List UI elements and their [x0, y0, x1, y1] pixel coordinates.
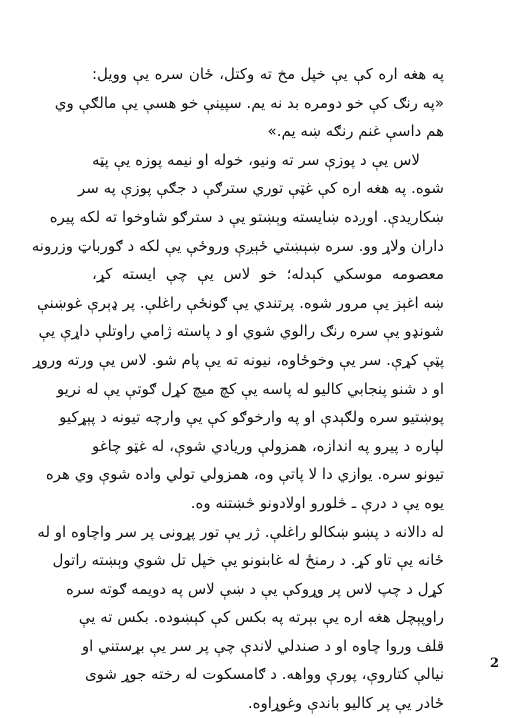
text-line: شونډو يې سره رنګ رالوي شوي او د پاسته ژامي راوتلې داړې يې — [38, 322, 444, 341]
text-line: «په رنګ کې خو دومره بد نه يم. سپينې خو هسې يې مالګې وي — [54, 93, 444, 112]
text-line: يوه يې د درې ـ څلورو اولادونو څښتنه وه. — [190, 493, 444, 512]
text-line: پټې کړې. سر يې وخوځاوه، نيونه ته يې پام شو. لاس يې ورته وروړ — [33, 350, 444, 369]
text-line: نيالې کتاروې، پورې وواهه. د ګامسکوت له رخته جوړ شوی — [84, 665, 444, 684]
text-line: په هغه اره کې يې خپل مخ ته وکتل، ځان سره يې وويل: — [92, 65, 444, 83]
text-line: شوه. په هغه اره کې غټې توري سترګې د جګې پوزې په سر — [78, 179, 444, 198]
text-line: پوښتيو سره ولګېدې او په وارخوګو کې يې وارچه تيونه د پېړکيو — [59, 408, 444, 427]
paragraph — [54, 60, 444, 146]
paragraph — [31, 146, 444, 518]
text-line: ځانه يې تاو کړ. د رمنځ له غابنونو يې خپل تل شوي وېښته راتول — [52, 551, 444, 570]
text-line: ښکاريدې. اوږده ښايسته وېښتو يې د سترګو شاوخوا ته لکه پيره — [49, 207, 444, 226]
text-line: قلف وروا چاوه او د صندلي لاندې چې پر سر يې بړستني او — [81, 636, 444, 655]
text-line: او د شنو پنجابي کاليو له پاسه يې کچ ميچ کړل ګوتې يې له نريو — [56, 379, 444, 398]
text-line: معصومه موسکي کېدله؛ خو لاس يې چې ايسته کړ، — [92, 265, 444, 284]
text-line: داران ولاړ وو. سره ښېښتي ځېږې وروځې يې لکه د ګورباټ وزرونه — [31, 236, 444, 255]
text-line: لپاره د پيرو په اندازه، همزولې وريادي شوې، له غټو چاغو — [92, 436, 444, 455]
text-line: راوپېچل هغه اره يې بېرته په بکس کې کېښوده. بکس ته يې — [78, 608, 444, 627]
text-line: کړل د چپ لاس پر وړوکې يې د ښې لاس په دويمه ګوته سره — [65, 579, 444, 598]
text-line: لاس يې د پوزې سر ته ونيو، خوله او نيمه پوزه يې پټه — [92, 150, 420, 169]
text-line: له دالانه د پښو ښکالو راغلې. ژر يې تور پړونی پر سر واچاوه او له — [37, 522, 444, 541]
text-line: هم داسې غنم رنګه ښه يم.» — [267, 122, 444, 141]
page-number: 2 — [490, 656, 500, 671]
body-text — [31, 60, 444, 718]
text-line: ښه اغېز يې مرور شوه. پرتندي يې ګونځې راغلې. پر ډېرې غوښنې — [37, 293, 444, 312]
text-line: ځادر يې پر کاليو باندې وغوړاوه. — [247, 694, 444, 713]
text-line: تيونو سره. يوازي دا لا پاتې وه، همزولي تولي واده شوې وي هره — [45, 465, 444, 484]
paragraph — [37, 518, 444, 718]
